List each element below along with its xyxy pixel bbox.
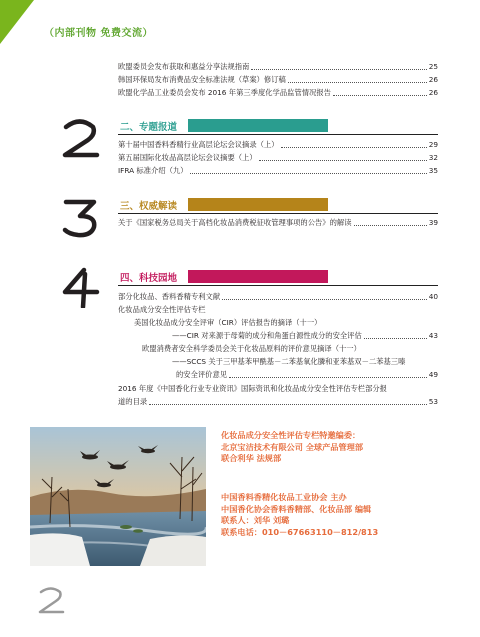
toc-entry-title: 的安全评价意见 (176, 370, 228, 379)
toc-subheading[interactable]: 化妆品成分安全性评估专栏 (118, 305, 206, 314)
section-rule (118, 134, 438, 135)
toc-entry-title: 部分化妆品、香料香精专利文献 (118, 292, 221, 301)
toc-entry-page: 49 (428, 370, 438, 379)
sponsor-line: 北京宝洁技术有限公司 全球产品管理部 (221, 441, 364, 452)
section-header (118, 270, 328, 283)
sponsor-block (221, 430, 363, 465)
toc-subheading[interactable]: 2016 年度《中国香化行业专业资讯》国际资讯和化妆品成分安全性评估专栏部分报 (118, 384, 387, 393)
section-rule (118, 285, 438, 286)
section-number-4 (60, 266, 100, 308)
section-header (118, 119, 328, 132)
leader-dots (288, 81, 427, 83)
toc-entry-title: 第五届国际化妆品高层论坛会议摘要（上） (118, 153, 257, 162)
leader-dots (354, 224, 427, 226)
toc-entry[interactable] (172, 331, 438, 341)
leader-dots (149, 403, 427, 405)
organizer-block (221, 492, 378, 538)
sponsor-line: 联合利华 法规部 (221, 453, 282, 463)
section-color-bar (188, 198, 328, 211)
toc-entry-page: 29 (428, 140, 438, 149)
organizer-line: 联系电话：010－67663110－812/813 (221, 526, 379, 537)
organizer-line: 联系人：刘华 刘璐 (221, 515, 290, 525)
section-rule (118, 213, 438, 214)
toc-entry[interactable] (176, 370, 438, 380)
toc-entry[interactable] (118, 218, 438, 228)
toc-entry[interactable] (118, 88, 438, 98)
toc-entry[interactable] (118, 62, 438, 72)
toc-subheading[interactable]: 美国化妆品成分安全评审（CIR）评估报告的摘译（十一） (134, 318, 322, 327)
toc-entry-page: 26 (428, 75, 438, 84)
toc-entry-page: 53 (428, 397, 438, 406)
ducks-landscape-painting (30, 427, 206, 566)
toc-entry[interactable] (118, 397, 438, 407)
toc-subheading[interactable]: 欧盟消费者安全科学委员会关于化妆品原料的评价意见摘译（十一） (142, 344, 361, 353)
organizer-line: 中国香料香精化妆品工业协会 主办 (221, 492, 347, 502)
section-title: 二、专题报道 (120, 121, 178, 133)
leader-dots (190, 172, 427, 174)
toc-entry-title: 道的目录 (118, 397, 148, 406)
toc-entry-page: 40 (428, 292, 438, 301)
toc-subheading[interactable]: ——SCCS 关于三甲基苯甲酰基－二苯基氧化膦和亚苯基双－二苯基三嗪 (172, 357, 406, 366)
toc-entry[interactable] (118, 292, 438, 302)
organizer-line: 中国香化协会香料香精部、化妆品部 编辑 (221, 503, 372, 514)
toc-entry-page: 32 (428, 153, 438, 162)
leader-dots (281, 146, 427, 148)
section-number-3 (60, 196, 100, 238)
section-title: 四、科技园地 (120, 272, 178, 284)
toc-entry[interactable] (118, 75, 438, 85)
leader-dots (222, 298, 427, 300)
toc-entry-title: 关于《国家税务总局关于高档化妆品消费税征收管理事项的公告》的解读 (118, 218, 352, 227)
page-number (36, 585, 66, 615)
toc-entry-page: 35 (428, 166, 438, 175)
leader-dots (333, 94, 427, 96)
sponsor-line: 化妆品成分安全性评估专栏特邀编委： (221, 430, 361, 440)
section-header (118, 198, 328, 211)
toc-entry[interactable] (118, 153, 438, 163)
toc-entry-title: ——CIR 对来源于母菊的成分和角蛋白源性成分的安全评估 (172, 331, 362, 340)
leader-dots (364, 337, 427, 339)
toc-entry-title: 欧盟委员会发布获取和惠益分享法规指南 (118, 62, 250, 71)
toc-entry[interactable] (118, 140, 438, 150)
section-title: 三、权威解读 (120, 200, 178, 212)
toc-entry-title: 韩国环保局发布消费品安全标准法规（草案）修订稿 (118, 75, 286, 84)
corner-decoration (0, 0, 34, 44)
toc-entry-page: 39 (428, 218, 438, 227)
leader-dots (259, 159, 427, 161)
toc-entry-page: 26 (428, 88, 438, 97)
toc-entry-title: IFRA 标准介绍（九） (118, 166, 188, 175)
toc-entry-title: 第十届中国香料香精行业高层论坛会议摘录（上） (118, 140, 279, 149)
section-color-bar (188, 119, 328, 132)
leader-dots (229, 376, 427, 378)
publication-label: （内部刊物 免费交流） (44, 28, 153, 39)
leader-dots (251, 68, 426, 70)
toc-entry-page: 25 (428, 62, 438, 71)
section-number-2 (60, 118, 100, 160)
section-color-bar (188, 270, 328, 283)
toc-entry-page: 43 (428, 331, 438, 340)
toc-entry[interactable] (118, 166, 438, 176)
toc-entry-title: 欧盟化学品工业委员会发布 2016 年第三季度化学品监管情况报告 (118, 88, 331, 97)
